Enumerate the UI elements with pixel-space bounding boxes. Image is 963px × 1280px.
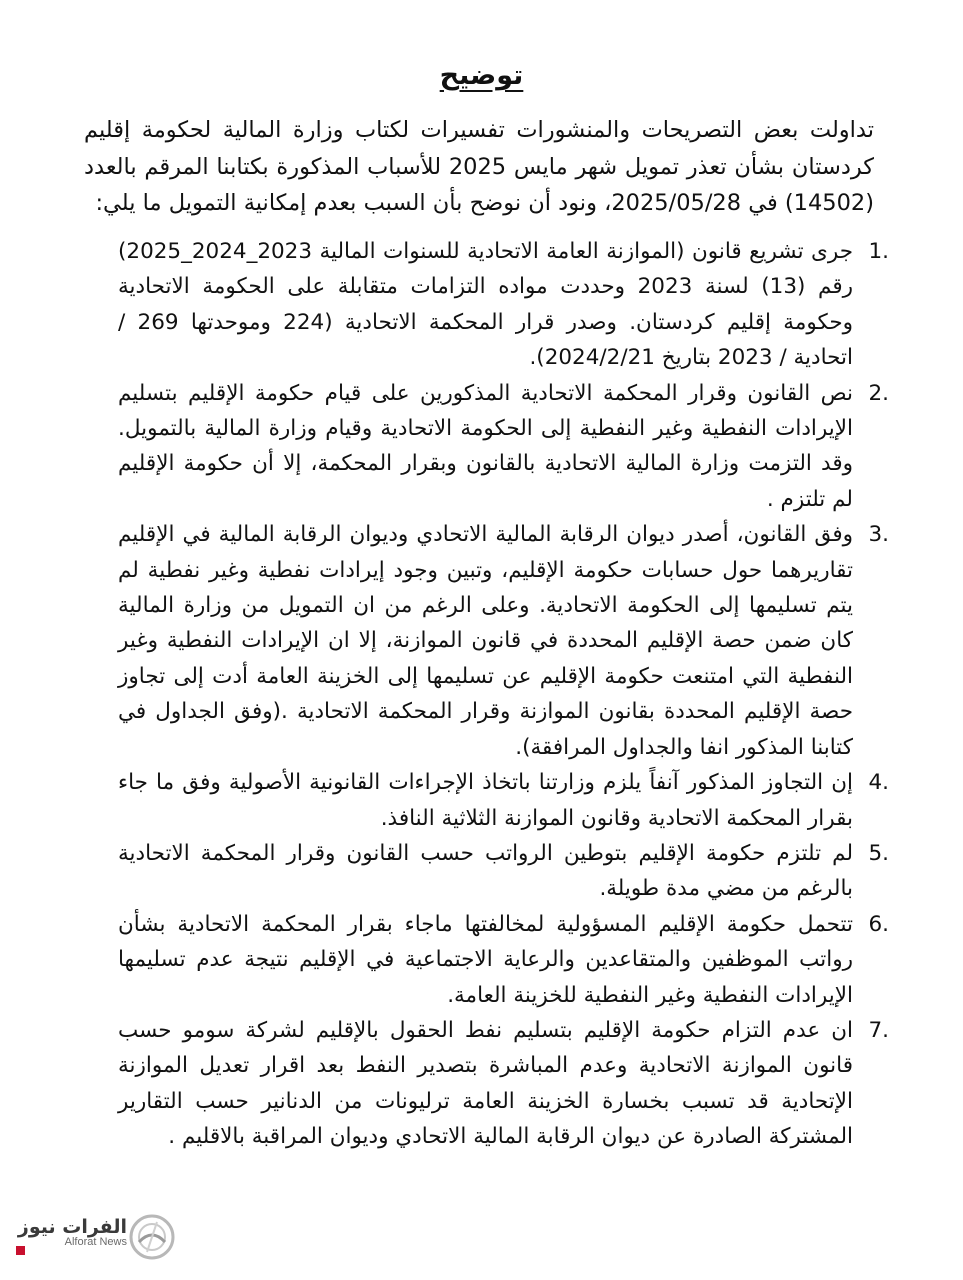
watermark-english-name: Alforat News <box>64 1236 127 1248</box>
list-item <box>118 836 889 907</box>
list-item-text: لم تلتزم حكومة الإقليم بتوطين الرواتب حسب القانون وقرار المحكمة الاتحادية بالرغم من مضي مدة طويلة. <box>118 840 853 902</box>
list-item-text: تتحمل حكومة الإقليم المسؤولية لمخالفتها ماجاء بقرار المحكمة الاتحادية بشأن رواتب الموظفين والمتقاعدين والرعاية الاجتماعية في الإقليم نتيجة عدم تسليمها الإيرادات النفطية وغير النفطية للخزينة العامة. <box>118 911 853 1008</box>
list-item <box>118 1013 889 1155</box>
list-item-number: 7. <box>868 1017 889 1043</box>
list-item-text: ان عدم التزام حكومة الإقليم بتسليم نفط الحقول بالإقليم لشركة سومو حسب قانون الموازنة الاتحادية وعدم المباشرة بتصدير النفط بعد اقرار تعديل الموازنة الإتحادية قد تسبب بخسارة الخزينة العامة ترليونات من الدنانير حسب التقارير المشتركة الصادرة عن ديوان الرقابة المالية الاتحادي وديوان المراقبة بالاقليم . <box>118 1017 853 1150</box>
watermark-arabic-name: الفرات نيوز <box>17 1216 127 1238</box>
list-item-number: 5. <box>868 840 889 866</box>
list-item-number: 2. <box>868 380 889 406</box>
numbered-list <box>118 234 889 1155</box>
list-item-number: 4. <box>868 770 889 796</box>
list-item <box>118 517 889 765</box>
alforat-logo-icon <box>127 1212 177 1262</box>
list-item-text: وفق القانون، أصدر ديوان الرقابة المالية الاتحادي وديوان الرقابة المالية في الإقليم تقاريرهما حول حسابات حكومة الإقليم، وتبين وجود إيرادات نفطية وغير نفطية لم يتم تسليمها إلى الحكومة الاتحادية. وعلى الرغم من ان التمويل من وزارة المالية كان ضمن حصة الإقليم المحددة في قانون الموازنة، إلا ان الإيرادات النفطية وغير النفطية التي امتنعت حكومة الإقليم عن تسليمها إلى الخزينة العامة أدت إلى تجاوز حصة الإقليم المحددة بقانون الموازنة وقرار المحكمة الاتحادية .(وفق الجداول في كتابنا المذكور انفا والجداول المرافقة). <box>118 522 853 760</box>
watermark-text <box>18 1216 127 1248</box>
list-item <box>118 234 889 376</box>
list-item <box>118 765 889 836</box>
list-item-text: إن التجاوز المذكور آنفاً يلزم وزارتنا باتخاذ الإجراءات القانونية الأصولية وفق ما جاء بقرار المحكمة الاتحادية وقانون الموازنة الثلاثية النافذ. <box>118 770 853 831</box>
list-item-number: 1. <box>868 239 889 264</box>
document-title: توضيح <box>439 60 524 91</box>
intro-paragraph: تداولت بعض التصريحات والمنشورات تفسيرات لكتاب وزارة المالية لحكومة إقليم كردستان بشأن تعذر تمويل شهر مايس 2025 للأسباب المذكورة بكتابنا المرقم بالعدد (14502) في 2025/05/28، ونود أن نوضح بأن السبب بعدم إمكانية التمويل ما يلي: <box>84 117 874 216</box>
news-watermark <box>12 1212 177 1274</box>
list-item-text: جرى تشريع قانون (الموازنة العامة الاتحادية للسنوات المالية 2023_2024_2025) رقم (13) لسنة 2023 وحددت مواده التزامات متقابلة على الحكومة الاتحادية وحكومة إقليم كردستان. وصدر قرار المحكمة الاتحادية (224 وموحدتها 269 / اتحادية / 2023 بتاريخ 2024/2/21). <box>118 239 853 371</box>
list-item <box>118 376 889 518</box>
list-item-number: 3. <box>868 522 889 548</box>
list-item-text: نص القانون وقرار المحكمة الاتحادية المذكورين على قيام حكومة الإقليم بتسليم الإيرادات النفطية وغير النفطية إلى الحكومة الاتحادية وقيام وزارة المالية بالتمويل. وقد التزمت وزارة المالية الاتحادية بالقانون وبقرار المحكمة، إلا أن حكومة الإقليم لم تلتزم . <box>118 380 853 512</box>
list-item-number: 6. <box>868 911 889 937</box>
list-item <box>118 907 889 1013</box>
